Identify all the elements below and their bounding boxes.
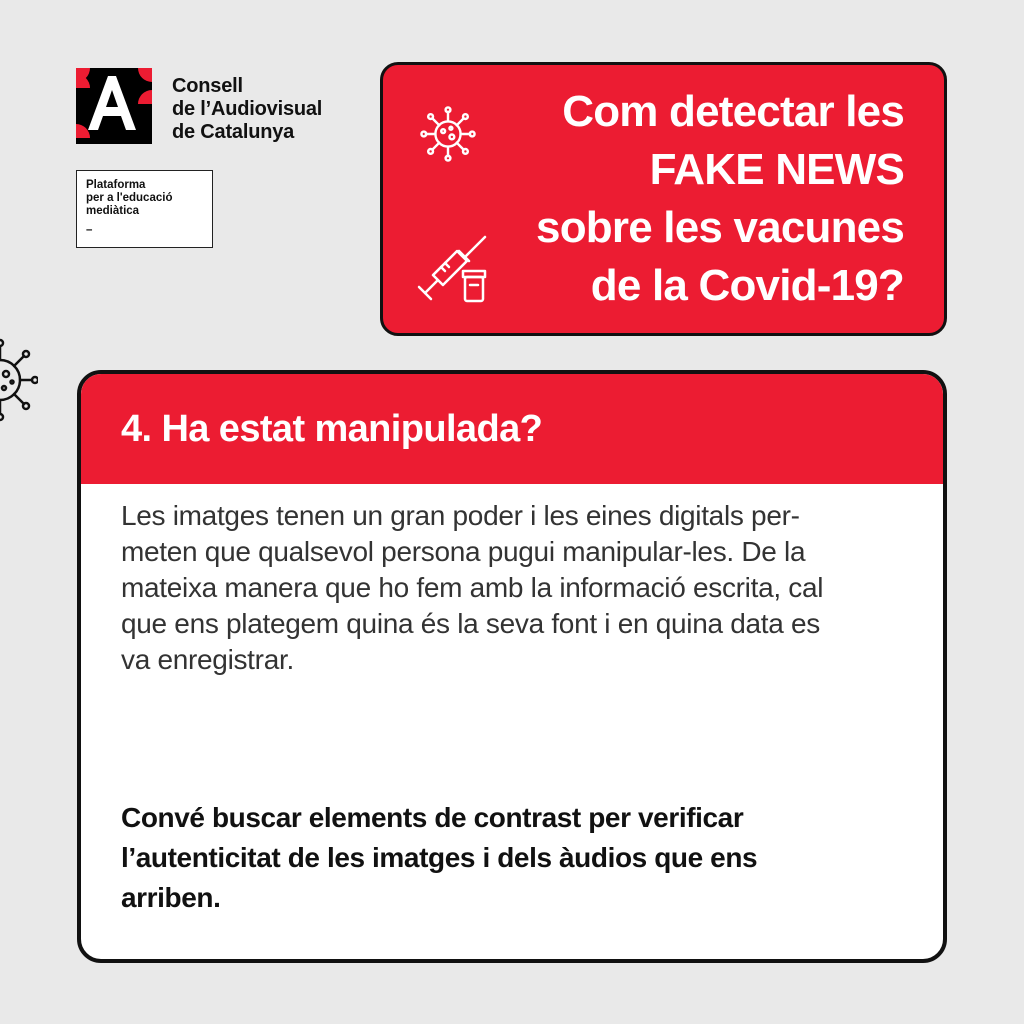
platform-line: Plataforma: [86, 179, 146, 191]
cac-logo: [76, 68, 376, 148]
platform-dash: –: [86, 224, 93, 236]
highlight-line: Convé buscar elements de contrast per verificar: [121, 802, 744, 833]
org-name: [172, 75, 322, 144]
body-line: meten que qualsevol persona pugui manipular-les. De la: [121, 536, 806, 567]
section-highlight: [121, 798, 833, 918]
syringe-vial-icon: [415, 233, 495, 305]
cac-logo-icon: [76, 68, 152, 144]
title-line: Com detectar les: [562, 87, 904, 136]
org-name-line: Consell: [172, 75, 243, 97]
org-name-line: de Catalunya: [172, 121, 295, 143]
platform-line: per a l'educació: [86, 192, 173, 204]
highlight-line: l’autenticitat de les imatges i dels àudios que ens: [121, 842, 758, 873]
title-line: FAKE NEWS: [649, 145, 904, 194]
title-card: [380, 62, 947, 336]
virus-icon: [419, 105, 477, 163]
section-body: [121, 498, 899, 678]
body-line: mateixa manera que ho fem amb la informació escrita, cal: [121, 572, 824, 603]
platform-line: mediàtica: [86, 205, 140, 217]
org-name-line: de l’Audiovisual: [172, 98, 323, 120]
section-header: [81, 374, 943, 484]
section-heading: 4. Ha estat manipulada?: [121, 408, 543, 450]
title-line: sobre les vacunes: [536, 203, 904, 252]
body-line: Les imatges tenen un gran poder i les eines digitals per-: [121, 500, 800, 531]
content-card: [77, 370, 947, 963]
body-line: va enregistrar.: [121, 644, 294, 675]
title-line: de la Covid-19?: [590, 261, 904, 310]
highlight-line: arriben.: [121, 882, 221, 913]
page-title: [536, 83, 904, 315]
body-line: que ens plategem quina és la seva font i en quina data es: [121, 608, 820, 639]
virus-icon: [0, 330, 38, 430]
platform-badge: [76, 170, 213, 248]
